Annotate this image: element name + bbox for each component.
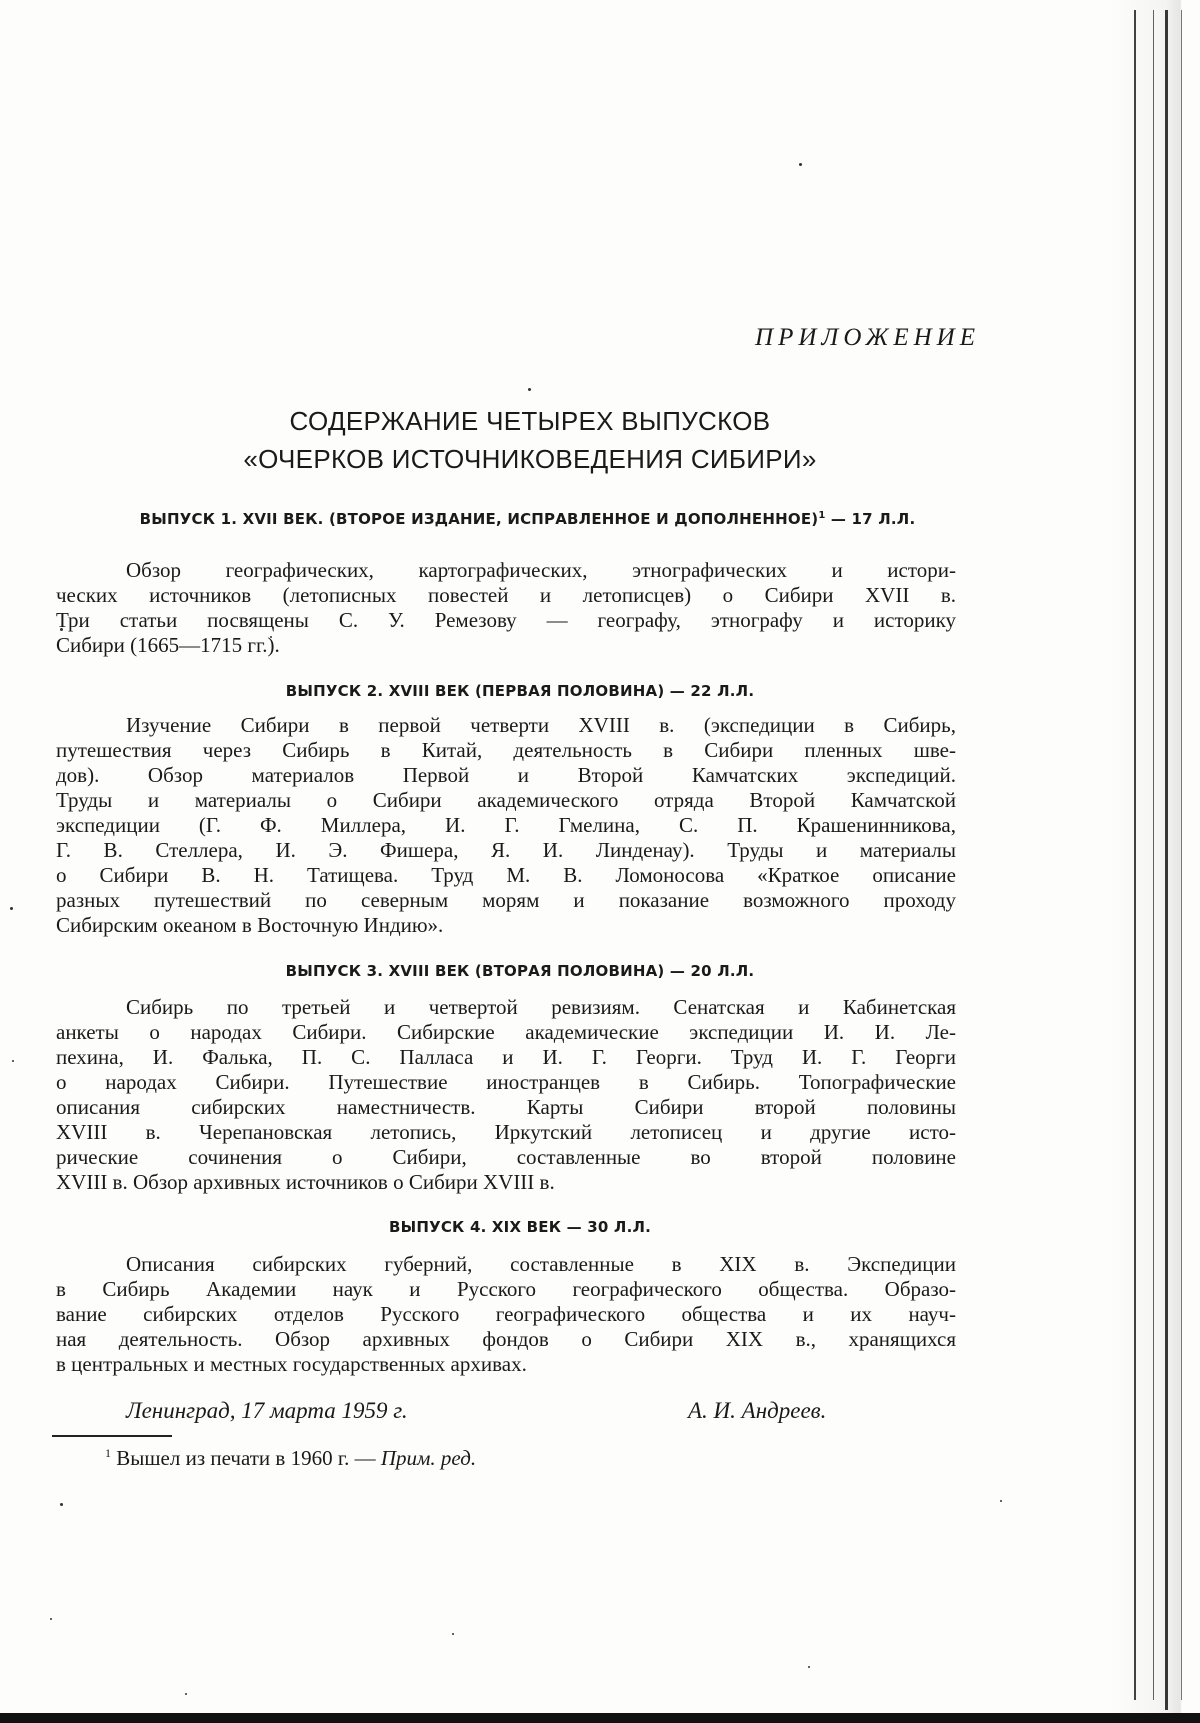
issue-1-heading: ВЫПУСК 1. XVII ВЕК. (ВТОРОЕ ИЗДАНИЕ, ИСПРАВЛЕННОЕ И ДОПОЛНЕННОЕ)$^1$ — 17 Л.Л. <box>139 510 916 528</box>
scanned-bottom-edge <box>0 1713 1200 1723</box>
title-line-1: СОДЕРЖАНИЕ ЧЕТЫРЕХ ВЫПУСКОВ <box>289 406 771 436</box>
title-line-2: «ОЧЕРКОВ ИСТОЧНИКОВЕДЕНИЯ СИБИРИ» <box>243 444 817 474</box>
author-signature: А. И. Андреев. <box>688 1398 827 1423</box>
footnote-divider <box>52 1435 172 1437</box>
issue-2-description: Изучение Сибири в первой четверти XVIII в. (экспедиции в Сибирь, путешествия через Сибирь в Китай, деятельность в Сибири пленных шве- дов). Обзор материалов Первой и Второй Камчатских экспедиций. Труды и материалы о Сибири академического отряда Второй Камчатской экспедиции (Г. Ф. Миллера, И. Г. Гмелина, С. П. Крашенинникова, Г. В. Стеллера, И. Э. Фишера, Я. И. Линденау). Труды и материалы о Сибири В. Н. Татищева. Труд М. В. Ломоносова «Краткое описание разных путешествий по северным морям и показание возможного проходу Сибирским океаном в Восточную Индию». <box>56 713 956 937</box>
issue-3-heading: ВЫПУСК 3. XVIII ВЕК (ВТОРАЯ ПОЛОВИНА) — 20 Л.Л. <box>285 962 755 980</box>
footnote: $^1$ Вышел из печати в 1960 г. — Прим. ред. <box>105 1446 477 1470</box>
issue-1-description: Обзор географических, картографических, этнографических и истори- ческих источников (летописных повестей и летописцев) о Сибири XVII в. Три статьи посвящены С. У. Ремезову — географу, этнографу и историку Сибири (1665—1715 гг.). <box>56 558 956 657</box>
place-date: Ленинград, 17 марта 1959 г. <box>126 1398 408 1423</box>
scanned-page-edge <box>1110 0 1200 1723</box>
issue-3-description: Сибирь по третьей и четвертой ревизиям. Сенатская и Кабинетская анкеты о народах Сибири. Сибирские академические экспедиции И. И. Ле- пехина, И. Фалька, П. С. Палласа и И. Г. Георги. Труд И. Г. Георги о народах Сибири. Путешествие иностранцев в Сибирь. Топографические описания сибирских наместничеств. Карты Сибири второй половины XVIII в. Черепановская летопись, Иркутский летописец и другие исто- рические сочинения о Сибири, составленные во второй половине XVIII в. Обзор архивных источников о Сибири XVIII в. <box>56 995 956 1194</box>
issue-2-heading: ВЫПУСК 2. XVIII ВЕК (ПЕРВАЯ ПОЛОВИНА) — 22 Л.Л. <box>285 682 755 700</box>
page-title <box>80 402 980 478</box>
footnote-mark: 1 <box>105 1446 111 1460</box>
issue-4-heading: ВЫПУСК 4. XIX ВЕК — 30 Л.Л. <box>388 1218 652 1236</box>
issue-4-description: Описания сибирских губерний, составленные в XIX в. Экспедиции в Сибирь Академии наук и Русского географического общества. Образо- вание сибирских отделов Русского географического общества и их науч- ная деятельность. Обзор архивных фондов о Сибири XIX в., хранящихся в центральных и местных государственных архивах. <box>56 1252 956 1376</box>
appendix-label: ПРИЛОЖЕНИЕ <box>755 324 980 351</box>
footnote-mark: 1 <box>818 510 826 521</box>
